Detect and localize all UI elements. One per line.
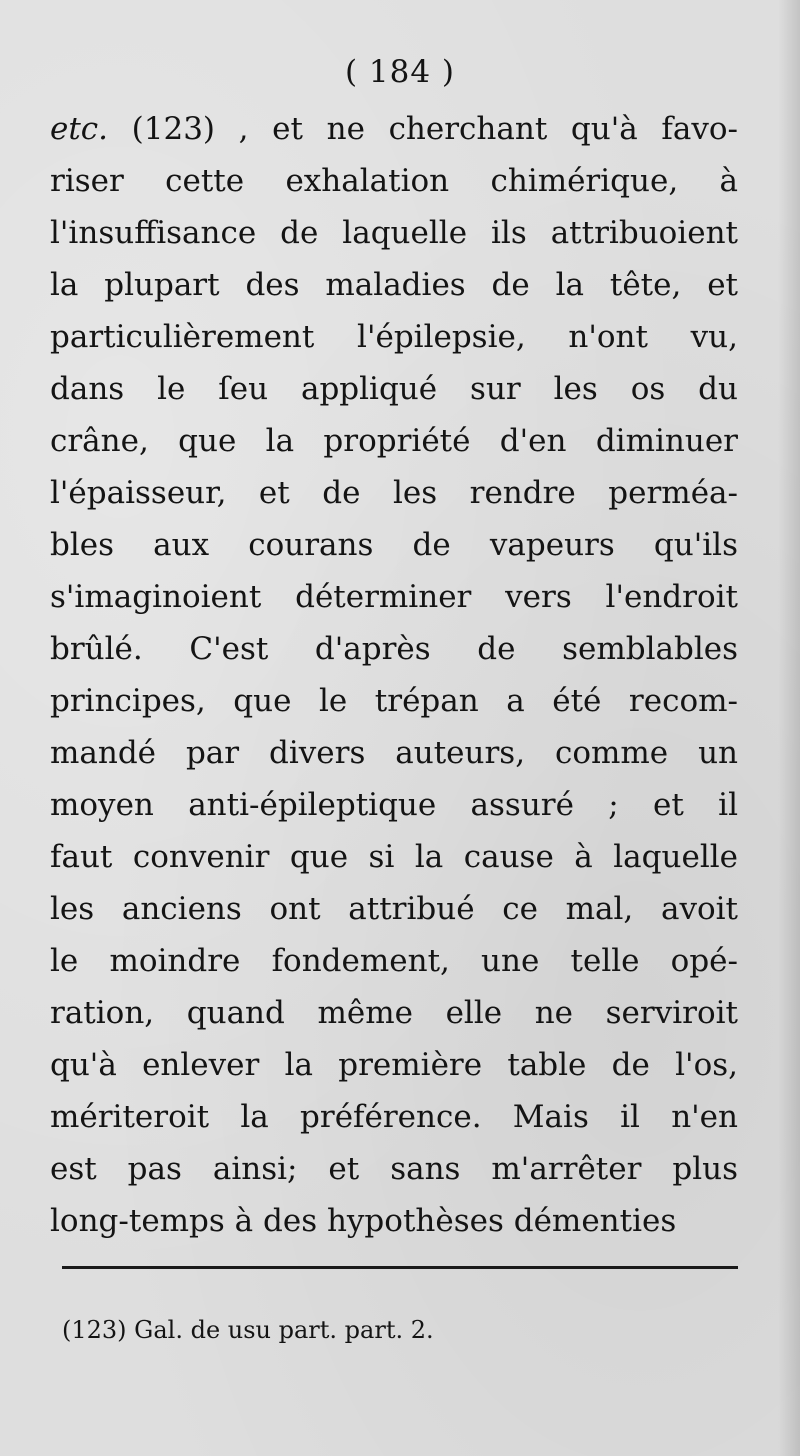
- footnote: (123) Gal. de usu part. part. 2.: [62, 1316, 434, 1344]
- footnote-divider: [62, 1266, 738, 1269]
- text-line: crâne, que la propriété d'en diminuer: [50, 423, 738, 459]
- italic-abbreviation: etc.: [50, 111, 109, 147]
- text-line: s'imaginoient déterminer vers l'endroit: [50, 579, 738, 615]
- page-number: ( 184 ): [344, 54, 456, 90]
- text-line: le moindre fondement, une telle opé-: [50, 943, 738, 979]
- text-line: brûlé. C'est d'après de semblables: [50, 631, 738, 667]
- text-line: principes, que le trépan a été recom-: [50, 683, 738, 719]
- text-line: la plupart des maladies de la tête, et: [50, 267, 738, 303]
- text-line: moyen anti-épileptique assuré ; et il: [50, 787, 738, 823]
- text-line: faut convenir que si la cause à laquelle: [50, 839, 738, 875]
- text-line: bles aux courans de vapeurs qu'ils: [50, 527, 738, 563]
- text-line: ration, quand même elle ne serviroit: [50, 995, 738, 1031]
- text-line: mériteroit la préférence. Mais il n'en: [50, 1099, 738, 1135]
- text-line: particulièrement l'épilepsie, n'ont vu,: [50, 319, 738, 355]
- text-line: est pas ainsi; et sans m'arrêter plus: [50, 1151, 738, 1187]
- text-line: les anciens ont attribué ce mal, avoit: [50, 891, 738, 927]
- page-edge-shadow: [778, 0, 800, 1456]
- text-line: dans le ſeu appliqué sur les os du: [50, 371, 738, 407]
- text-line: l'insuffisance de laquelle ils attribuoient: [50, 215, 738, 251]
- first-line-text: (123) , et ne cherchant qu'à favo-: [108, 111, 738, 147]
- text-line: long-temps à des hypothèses démenties: [50, 1203, 677, 1239]
- text-line: mandé par divers auteurs, comme un: [50, 735, 738, 771]
- text-line: riser cette exhalation chimérique, à: [50, 163, 738, 199]
- body-text: [50, 103, 738, 1247]
- text-line: [50, 103, 738, 155]
- text-line: l'épaisseur, et de les rendre perméa-: [50, 475, 738, 511]
- text-line: qu'à enlever la première table de l'os,: [50, 1047, 738, 1083]
